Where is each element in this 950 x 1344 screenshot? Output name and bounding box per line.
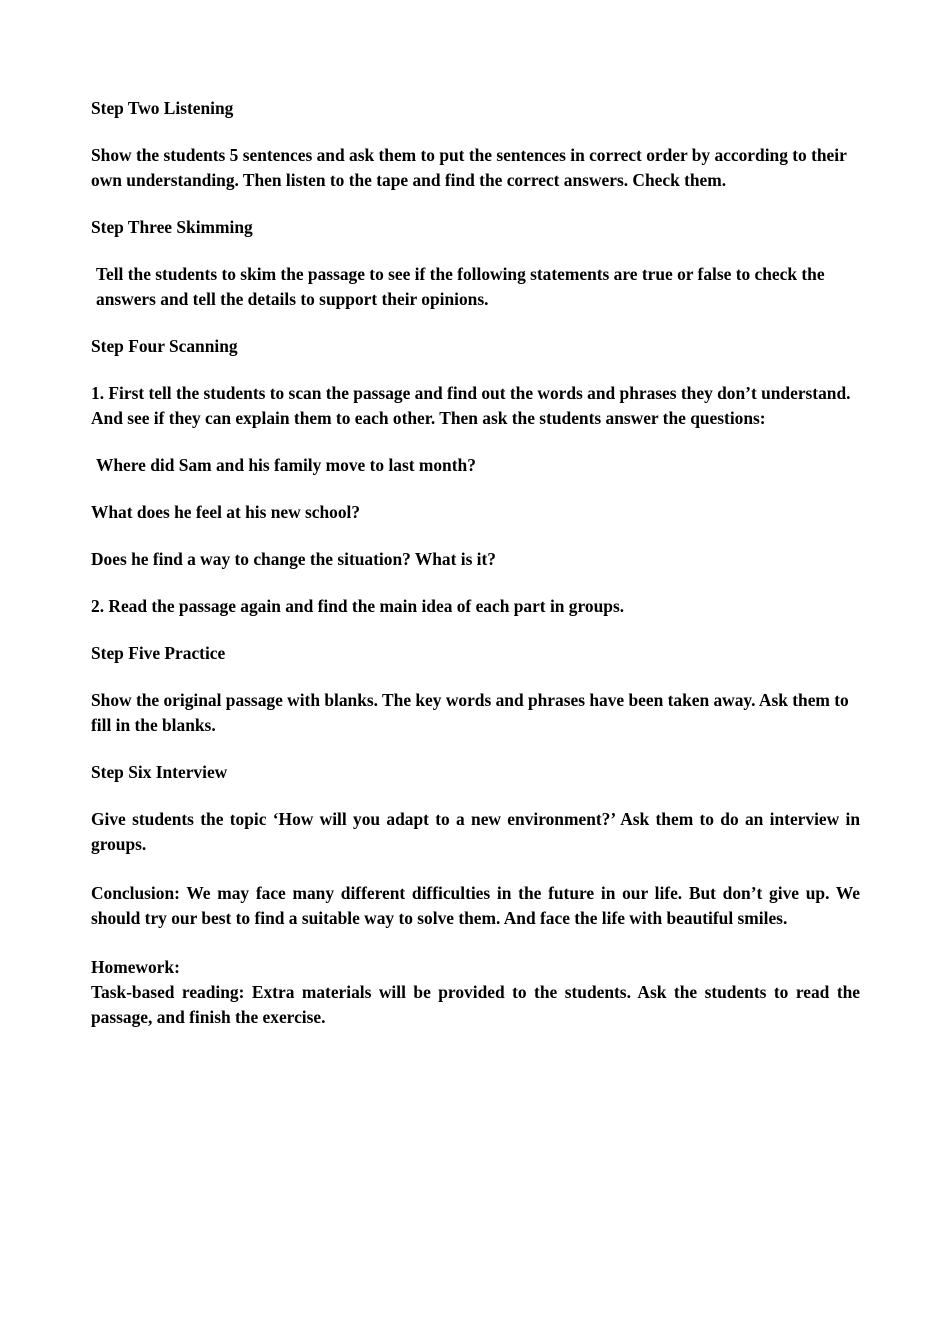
paragraph-listening: Show the students 5 sentences and ask them to put the sentences in correct order by according to their own understanding. Then listen to the tape and find the correct answers. Check them. (91, 145, 847, 190)
heading-step-five: Step Five Practice (91, 643, 226, 663)
heading-step-six: Step Six Interview (91, 762, 228, 782)
paragraph-conclusion: Conclusion: We may face many different difficulties in the future in our life. But don’t give up. We should try our best to find a suitable way to solve them. And face the life with beautiful smiles. (91, 883, 860, 928)
paragraph-scanning: 1. First tell the students to scan the passage and find out the words and phrases they don’t understand. And see if they can explain them to each other. Then ask the students answer the questions: (91, 383, 851, 428)
question-3: Does he find a way to change the situation? What is it? (91, 549, 497, 569)
paragraph-skimming: Tell the students to skim the passage to see if the following statements are true or false to check the answers and tell the details to support their opinions. (96, 264, 825, 309)
document-page (91, 96, 860, 1052)
question-1: Where did Sam and his family move to last month? (96, 455, 476, 475)
paragraph-main-idea: 2. Read the passage again and find the main idea of each part in groups. (91, 596, 625, 616)
question-2: What does he feel at his new school? (91, 502, 361, 522)
heading-step-two: Step Two Listening (91, 98, 234, 118)
paragraph-practice: Show the original passage with blanks. The key words and phrases have been taken away. Ask them to fill in the blanks. (91, 690, 849, 735)
paragraph-interview: Give students the topic ‘How will you adapt to a new environment?’ Ask them to do an interview in groups. (91, 809, 860, 854)
heading-step-four: Step Four Scanning (91, 336, 238, 356)
paragraph-homework: Task-based reading: Extra materials will be provided to the students. Ask the students to read the passage, and finish the exercise. (91, 982, 860, 1027)
heading-step-three: Step Three Skimming (91, 217, 253, 237)
heading-homework: Homework: (91, 957, 180, 977)
